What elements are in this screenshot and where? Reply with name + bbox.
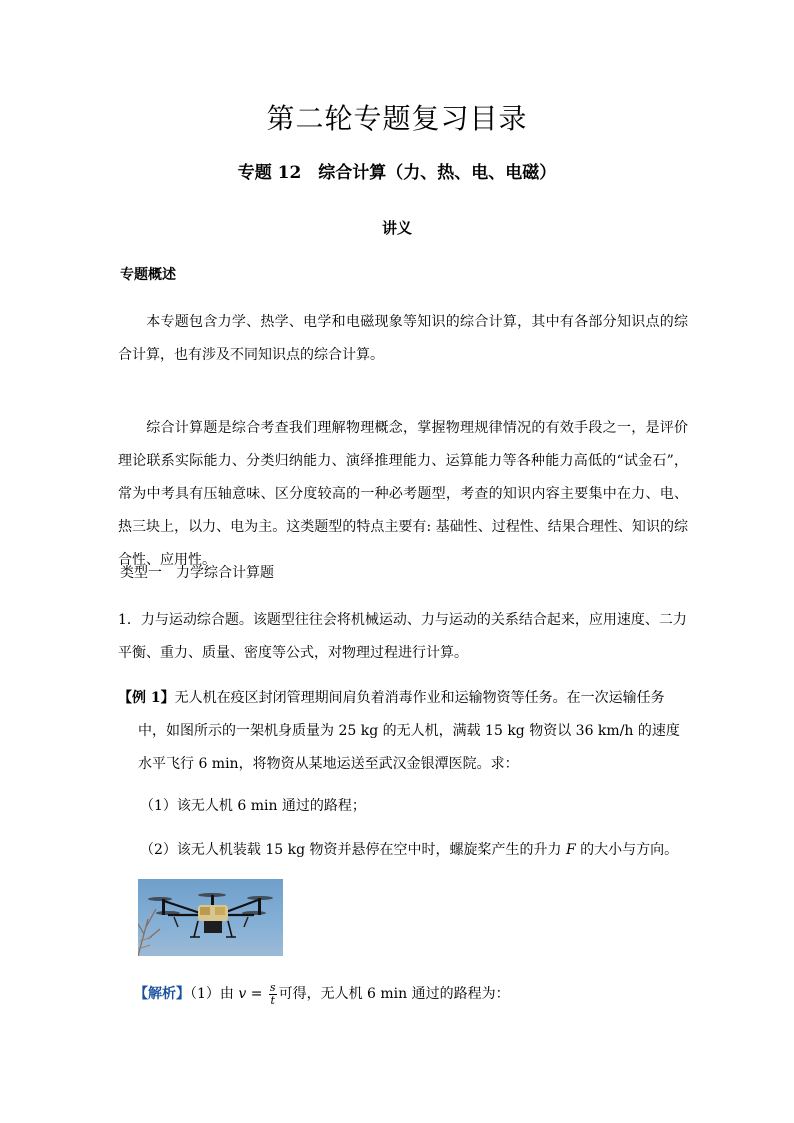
example-text: 无人机在疫区封闭管理期间肩负着消毒作业和运输物资等任务。在一次运输任务中，如图所示的一架机身质量为 25 kg 的无人机，满载 15 kg 物资以 36 km/h 的速度水平飞行 6 min，将物资从某地运送至武汉金银潭医院。求： (138, 690, 680, 772)
overview-paragraph-2-text: 综合计算题是综合考查我们理解物理概念，掌握物理规律情况的有效手段之一，是评价理论联系实际能力、分类归纳能力、演绎推理能力、运算能力等各种能力高低的“试金石”，常为中考具有压轴意味、区分度较高的一种必考题型，考查的知识内容主要集中在力、电、热三块上，以力、电为主。这类题型的特点主要有: 基础性、过程性、结果合理性、知识的综合性、应用性。 (118, 420, 688, 568)
overview-heading: 专题概述 (120, 267, 176, 283)
formula-equals: = (246, 986, 267, 1002)
question-2-variable: F (565, 842, 576, 858)
example-tag: 【例 1】 (118, 690, 175, 706)
formula-denominator: t (270, 993, 275, 1007)
question-2-text-a: （2）该无人机装载 15 kg 物资并悬停在空中时，螺旋桨产生的升力 (140, 842, 566, 858)
question-2 (140, 838, 678, 862)
overview-paragraph-1-text: 本专题包含力学、热学、电学和电磁现象等知识的综合计算，其中有各部分知识点的综合计算，也有涉及不同知识点的综合计算。 (118, 314, 688, 363)
formula-fraction (269, 982, 277, 1007)
question-2-text-b: 的大小与方向。 (575, 842, 679, 858)
example-1 (118, 682, 692, 781)
solution-text-b: 可得，无人机 6 min 通过的路程为： (278, 986, 510, 1002)
formula-velocity: v (238, 986, 247, 1002)
drone-illustration (138, 879, 283, 956)
type-one-heading: 类型一 力学综合计算题 (120, 565, 274, 581)
solution-tag: 【解析】 (134, 986, 190, 1002)
overview-paragraph-1 (118, 306, 688, 372)
drone-photo (138, 879, 283, 956)
page-title: 第二轮专题复习目录 (266, 102, 528, 135)
item-one-text: 1．力与运动综合题。该题型往往会将机械运动、力与运动的关系结合起来，应用速度、二力平衡、重力、质量、密度等公式，对物理过程进行计算。 (118, 612, 687, 661)
formula-numerator: s (269, 980, 276, 994)
handout-label: 讲义 (381, 219, 412, 237)
question-1: （1）该无人机 6 min 通过的路程； (140, 798, 366, 814)
solution-line (134, 979, 510, 1009)
topic-subtitle: 专题 12 综合计算（力、热、电、电磁） (237, 163, 557, 183)
overview-paragraph-2 (118, 412, 688, 577)
solution-text-a: （1）由 (190, 986, 239, 1002)
